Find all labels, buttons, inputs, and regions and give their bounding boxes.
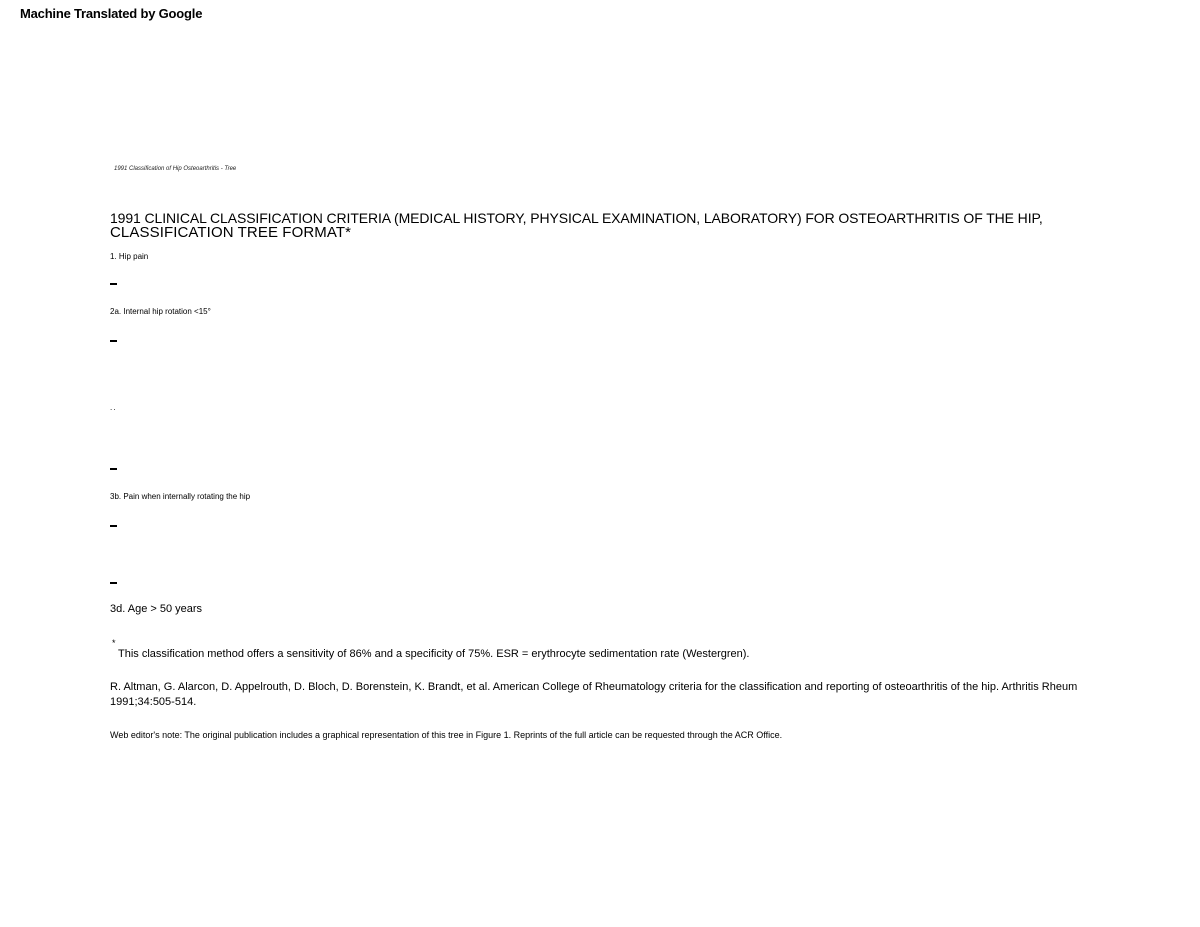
running-head: 1991 Classification of Hip Osteoarthritis - Tree (114, 166, 237, 172)
web-editor-note: Web editor's note: The original publication includes a graphical representation of this tree in Figure 1. Reprints of the full article can be requested through the ACR Office. (110, 730, 783, 740)
tree-branch-marker (110, 283, 117, 285)
document-title-line-2: CLASSIFICATION TREE FORMAT* (110, 224, 352, 241)
reference-citation: R. Altman, G. Alarcon, D. Appelrouth, D. Bloch, D. Borenstein, K. Brandt, et al. American College of Rheumatology criteria for the classification and reporting of osteoarthritis of the hip. Arthritis Rheum 1991;34:505-514. (110, 681, 1078, 708)
tree-ellipsis: .. (110, 403, 117, 412)
tree-branch-marker (110, 525, 117, 527)
footnote-mark: * (112, 638, 116, 648)
footnote-text: This classification method offers a sensitivity of 86% and a specificity of 75%. ESR = erythrocyte sedimentation rate (Westergren). (118, 648, 750, 660)
tree-branch-marker (110, 582, 117, 584)
criterion-internal-rotation: 2a. Internal hip rotation <15° (110, 307, 211, 316)
criterion-pain-internal-rotation: 3b. Pain when internally rotating the hip (110, 492, 251, 501)
machine-translation-banner: Machine Translated by Google (20, 6, 203, 21)
tree-branch-marker (110, 340, 117, 342)
criterion-hip-pain: 1. Hip pain (110, 252, 149, 261)
document-title-line-1: 1991 CLINICAL CLASSIFICATION CRITERIA (MEDICAL HISTORY, PHYSICAL EXAMINATION, LABORATORY) FOR OSTEOARTHRITIS OF THE HIP, (110, 210, 1043, 226)
tree-branch-marker (110, 468, 117, 470)
criterion-age: 3d. Age > 50 years (110, 603, 203, 615)
